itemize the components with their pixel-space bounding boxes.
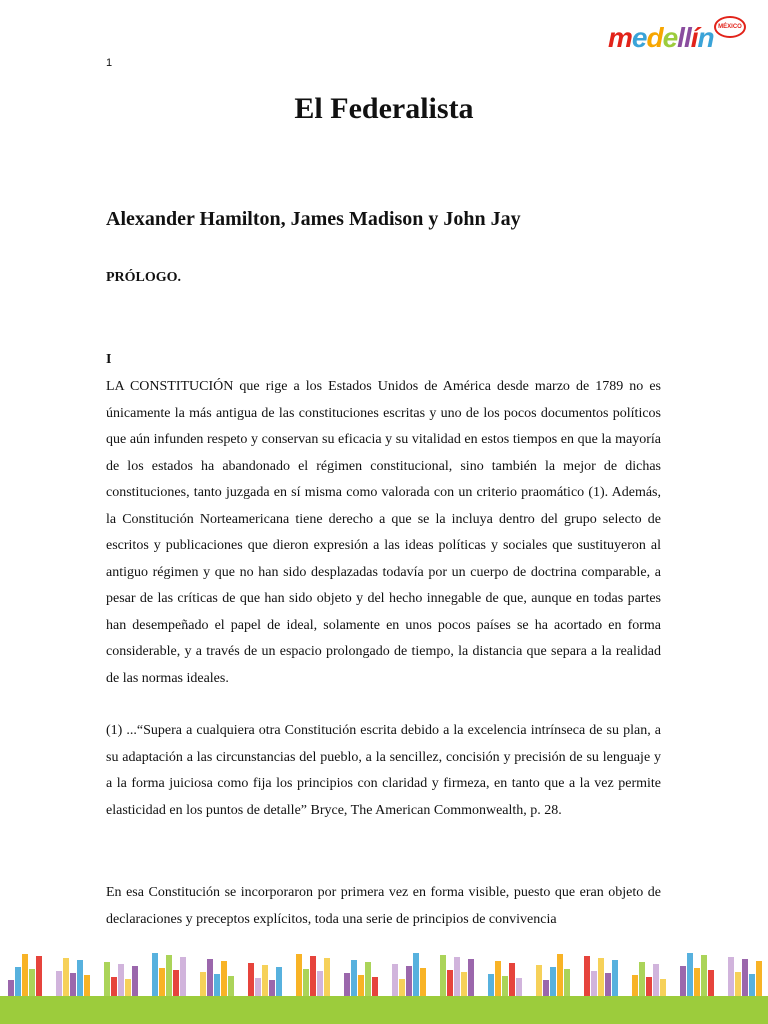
prologue-heading: PRÓLOGO. [106, 270, 182, 285]
book-spine [749, 974, 755, 998]
book-spine [296, 954, 302, 998]
book-spine [653, 964, 659, 998]
book-spine [173, 970, 179, 998]
book-spine [207, 959, 213, 998]
book-spine [56, 971, 62, 998]
book-spine [440, 955, 446, 998]
book-spine [310, 956, 316, 998]
book-spine [200, 972, 206, 998]
book-spine [358, 975, 364, 998]
book-spine [255, 978, 261, 998]
book-spine [447, 970, 453, 998]
book-spine [680, 966, 686, 998]
book-spine [687, 953, 693, 998]
book-spine [516, 978, 522, 998]
book-spine [612, 960, 618, 998]
book-spine [180, 957, 186, 998]
logo-wordmark: medellín [608, 22, 714, 53]
book-spine [303, 969, 309, 998]
book-spine [728, 957, 734, 998]
book-spine [509, 963, 515, 998]
book-spine [632, 975, 638, 998]
book-spine [584, 956, 590, 998]
book-spine [132, 966, 138, 998]
book-spine [365, 962, 371, 998]
book-spine [36, 956, 42, 998]
book-spine [324, 958, 330, 998]
book-spine [166, 955, 172, 998]
book-spine [646, 977, 652, 998]
book-spine [317, 971, 323, 998]
book-spine [392, 964, 398, 998]
book-spine [372, 977, 378, 998]
book-spine [152, 953, 158, 998]
book-spine [413, 953, 419, 998]
book-spine [351, 960, 357, 998]
book-spine [228, 976, 234, 998]
book-spine [735, 972, 741, 998]
logo-badge: MÉXICO [714, 16, 746, 38]
book-spine [214, 974, 220, 998]
book-spine [118, 964, 124, 998]
book-spine [159, 968, 165, 998]
book-spine [488, 974, 494, 998]
book-spine [694, 968, 700, 998]
book-spine [502, 976, 508, 998]
book-spine [15, 967, 21, 998]
footnote-paragraph: (1) ...“Supera a cualquiera otra Constitución escrita debido a la excelencia intrínseca de su plan, a su adaptación a las circunstancias del pueblo, a la sencillez, concisión y precisión de su lenguaje y a la forma juiciosa como fija los principios con claridad y firmeza, en tanto que a la vez permite elasticidad en los puntos de detalle” Bryce, The American Commonwealth, p. 28. [106, 723, 661, 818]
book-spine [111, 977, 117, 998]
book-spine [29, 969, 35, 998]
book-spine [63, 958, 69, 998]
book-spine [420, 968, 426, 998]
authors-line: Alexander Hamilton, James Madison y John Jay [106, 208, 521, 230]
book-spine [495, 961, 501, 998]
book-spine [550, 967, 556, 998]
book-spine [84, 975, 90, 998]
page-number: 1 [106, 57, 113, 69]
book-spine [276, 967, 282, 998]
book-spine [22, 954, 28, 998]
book-spine [104, 962, 110, 998]
book-spine [262, 965, 268, 998]
book-spine [756, 961, 762, 998]
book-spine [591, 971, 597, 998]
book-spine [742, 959, 748, 998]
book-spine [701, 955, 707, 998]
book-spine [536, 965, 542, 998]
book-spine [564, 969, 570, 998]
book-spine [461, 972, 467, 998]
book-spine [248, 963, 254, 998]
book-spine [70, 973, 76, 998]
paragraph-1: LA CONSTITUCIÓN que rige a los Estados Unidos de América desde marzo de 1789 no es únicamente la más antigua de las constituciones escritas y uno de los pocos documentos políticos que aún infunden respeto y conservan su eficacia y su vitalidad en estos tiempos en que la mayoría de los estados ha abandonado el régimen constitucional, sino también la mejor de dichas constituciones, tanto juzgada en sí misma como valorada con un criterio praomático (1). Además, la Constitución Norteamericana tiene derecho a que se la incluya dentro del grupo selecto de escritos y publicaciones que dieron expresión a las ideas políticas y sociales que sustituyeron al antiguo régimen y que no han sido desplazadas todavía por un cuerpo de doctrina comparable, a pesar de las críticas de que han sido objeto y del hecho innegable de que, aunque en todas partes han desempeñado el papel de ideal, solamente en unos pocos países se ha acortado en forma considerable, y a través de un espacio prolongado de tiempo, la distancia que separa a la realidad de las normas ideales. [106, 379, 661, 686]
book-spine [344, 973, 350, 998]
book-spine [639, 962, 645, 998]
book-spine [406, 966, 412, 998]
medellin-logo [604, 14, 744, 56]
book-spine [454, 957, 460, 998]
book-spine [605, 973, 611, 998]
book-spine [468, 959, 474, 998]
footer-green-bar [0, 996, 768, 1024]
book-spine [598, 958, 604, 998]
book-spine [708, 970, 714, 998]
book-spine [557, 954, 563, 998]
section-numeral: I [106, 352, 112, 367]
paragraph-2: En esa Constitución se incorporaron por primera vez en forma visible, puesto que eran objeto de declaraciones y preceptos explícitos, toda una serie de principios de convivencia [106, 885, 661, 927]
document-title: El Federalista [294, 92, 474, 125]
book-spine [77, 960, 83, 998]
book-spine [221, 961, 227, 998]
